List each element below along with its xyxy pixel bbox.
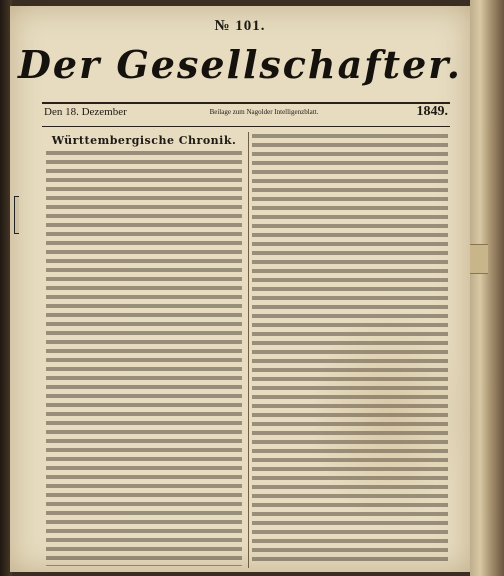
supplement-note: Beilage zum Nagolder Intelligenzblatt.	[209, 108, 319, 116]
newspaper-page	[10, 6, 470, 572]
page-stack-edge	[470, 0, 504, 576]
text-column-right	[252, 134, 448, 566]
issue-year: 1849.	[416, 104, 448, 119]
column-text-block	[46, 151, 242, 566]
section-title: Württembergische Chronik.	[51, 134, 237, 147]
masthead-rule-bottom	[42, 126, 450, 127]
newspaper-masthead: Der Gesellschafter.	[17, 42, 463, 87]
page-tab	[470, 244, 488, 274]
masthead-rule-top	[42, 102, 450, 104]
text-column-left	[46, 134, 242, 566]
column-text-block	[252, 134, 448, 566]
column-divider	[248, 132, 249, 568]
dateline	[44, 106, 448, 122]
issue-number: № 101.	[214, 18, 266, 34]
issue-date: Den 18. Dezember	[44, 106, 127, 118]
margin-bracket-mark	[14, 196, 19, 234]
